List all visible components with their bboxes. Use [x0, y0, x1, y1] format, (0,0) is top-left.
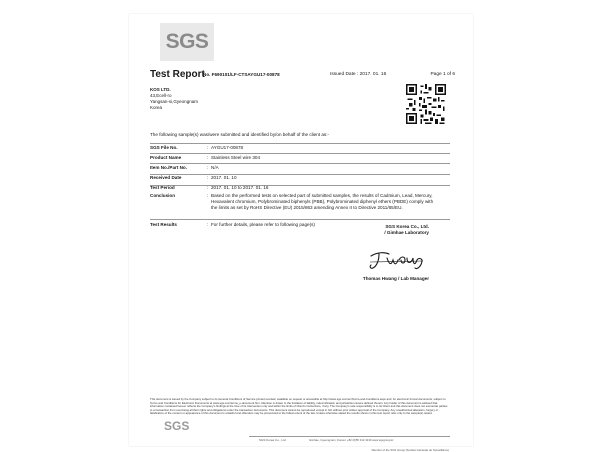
report-page — [129, 14, 473, 452]
field-label: Test Results — [150, 222, 177, 227]
field-row-product-name: Product Name : Stainless Steel wire 304 — [150, 155, 261, 160]
signature-icon — [367, 246, 427, 272]
field-label: Conclusion — [150, 193, 176, 198]
field-value: Stainless Steel wire 304 — [211, 155, 261, 160]
terms-fineprint: This document is issued by the Company subject to its General Conditions of Service printed overleaf, available on request or accessible at http://www.sgs.com/en/Terms-and-Conditions.aspx and, for electronic format documents, subject to Terms and Conditions for Electronic Documents at www.sgs.com/terms_e-document.htm. Attention is drawn to the limitation of liability, indemnification and jurisdiction issues defined therein. Any holder of this document is advised that information contained hereon reflects the Company's findings at the time of its intervention only and within the limits of Client's instructions, if any. The Company's sole responsibility is to its Client and this document does not exonerate parties to a transaction from exercising all their rights and obligations under the transaction documents. This document cannot be reproduced except in full, without prior written approval of the Company. Any unauthorized alteration, forgery or falsification of the content or appearance of this document is unlawful and offenders may be prosecuted to the fullest extent of the law. Unless otherwise stated the results shown in this test report refer only to the sample(s) tested. — [150, 397, 448, 415]
field-value: 2017. 01. 10 to 2017. 01. 16 — [211, 185, 269, 190]
page-indicator: Page 1 of 6 — [430, 72, 455, 77]
report-number: No. F690101/LF-CTSAYGU17-00878 — [203, 72, 280, 77]
footer-address: Gimhae, Gyeongnam, Korea t +82 (0)55 312 4130 www.sgsgroup.kr — [309, 438, 394, 442]
divider — [150, 153, 450, 154]
field-value: AYGU17-00878 — [211, 145, 244, 150]
field-row-conclusion: Conclusion : Based on the performed tests on selected part of submitted samples, the results of Cadmium, Lead, Mercury, Hexavalent chromium, Polybrominated biphenyls (PBB), Polybrominated diphenyl ethers (PBDE) comply with the limits as set by RoHS Directive (EU) 2015/863 amending Annex II to Directive 2011/65/EU. — [150, 193, 450, 201]
field-label: Product Name — [150, 155, 182, 160]
field-row-file-no: SGS File No. : AYGU17-00878 — [150, 145, 244, 150]
sgs-logo-text: SGS — [165, 30, 209, 53]
footer-member: Member of the SGS Group (Société Générale de Surveillance) — [371, 448, 449, 452]
field-row-received-date: Received Date : 2017. 01. 10 — [150, 175, 237, 180]
signatory-company: SGS Korea Co., Ltd. — [385, 224, 429, 229]
field-value: 2017. 01. 10 — [211, 175, 237, 180]
field-label: SGS File No. — [150, 145, 178, 150]
divider — [150, 163, 450, 164]
issued-date: Issued Date : 2017. 01. 16 — [330, 72, 387, 77]
divider — [150, 219, 450, 220]
client-company: KOS LTD. — [150, 87, 171, 92]
conclusion-text: Based on the performed tests on selected part of submitted samples, the results of Cadmium, Lead, Mercury, Hexavalent chromium, Polybrominated biphenyls (PBB), Polybrominated diphenyl ethers (PBDE) comply with the limits as set by RoHS Directive (EU) 2015/863 amending Annex II to Directive 2011/65/EU. — [211, 193, 434, 211]
sgs-logo — [160, 23, 214, 61]
footer-divider — [249, 436, 450, 437]
signatory-name: Thomas Hwang / Lab Manager — [362, 276, 429, 281]
field-label: Received Date — [150, 175, 182, 180]
divider — [150, 143, 450, 144]
field-row-item-no: Item No./Part No. : N/A — [150, 165, 219, 170]
signatory-lab: / Gimhae Laboratory — [384, 230, 429, 235]
field-row-test-period: Test Period : 2017. 01. 10 to 2017. 01. 16 — [150, 185, 269, 190]
field-value: N/A — [211, 165, 219, 170]
qr-code-icon — [406, 84, 446, 124]
field-label: Test Period — [150, 185, 175, 190]
submission-statement: The following sample(s) was/were submitted and identified by/on behalf of the client as:- — [150, 132, 329, 137]
title-row — [150, 69, 455, 83]
field-row-test-results: Test Results : For further details, please refer to following page(s) — [150, 222, 315, 227]
signatory-block — [279, 224, 429, 236]
client-address — [150, 87, 198, 111]
client-address-line: Yangsan-si,Gyeongnam — [150, 99, 198, 104]
field-label: Item No./Part No. — [150, 165, 188, 170]
client-address-line: Korea — [150, 105, 163, 110]
footer-sgs-logo: SGS — [164, 419, 190, 433]
field-value: For further details, please refer to following page(s) — [211, 222, 315, 227]
footer-company: SGS Korea Co., Ltd. — [259, 438, 287, 442]
report-title: Test Report — [150, 69, 205, 80]
client-address-line: 43,Ecell-ro — [150, 93, 172, 98]
